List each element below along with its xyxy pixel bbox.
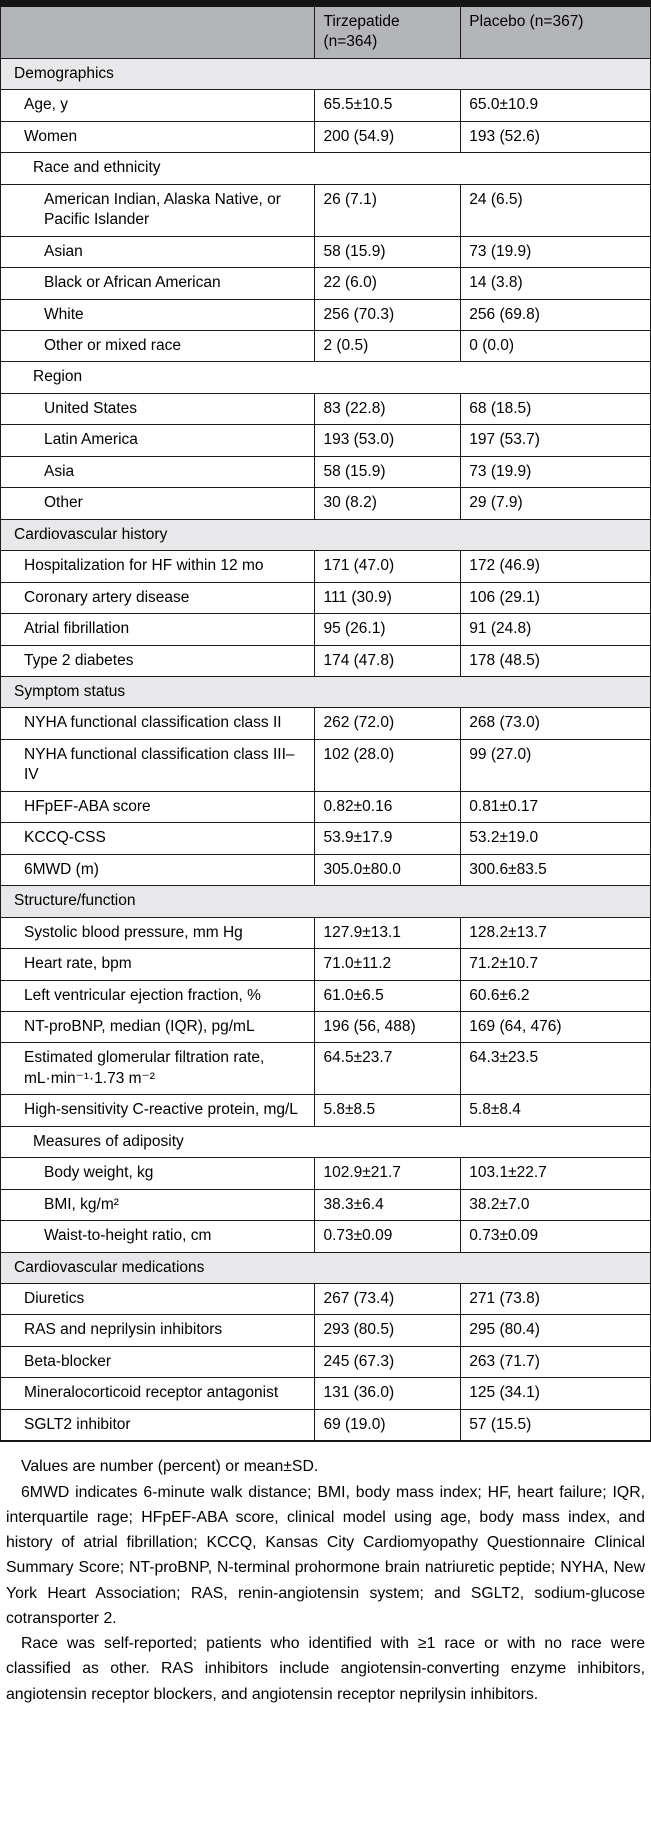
subsection-label: Region (1, 362, 651, 393)
placebo-value: 91 (24.8) (461, 614, 651, 645)
placebo-value: 60.6±6.2 (461, 980, 651, 1011)
row-label: 6MWD (m) (1, 854, 315, 885)
tirzepatide-value: 111 (30.9) (315, 582, 461, 613)
placebo-value: 197 (53.7) (461, 425, 651, 456)
table-row (1, 791, 651, 822)
section-label: Structure/function (1, 886, 651, 917)
tirzepatide-value: 38.3±6.4 (315, 1189, 461, 1220)
tirzepatide-value: 262 (72.0) (315, 708, 461, 739)
row-label: United States (1, 393, 315, 424)
placebo-value: 5.8±8.4 (461, 1095, 651, 1126)
table-row (1, 1011, 651, 1042)
table-row (1, 917, 651, 948)
subsection-row (1, 362, 651, 393)
row-label: American Indian, Alaska Native, or Pacific Islander (1, 184, 315, 236)
table-row (1, 980, 651, 1011)
placebo-value: 68 (18.5) (461, 393, 651, 424)
section-row (1, 1252, 651, 1283)
tirzepatide-value: 5.8±8.5 (315, 1095, 461, 1126)
tirzepatide-value: 102 (28.0) (315, 739, 461, 791)
table-row (1, 1284, 651, 1315)
row-label: NT-proBNP, median (IQR), pg/mL (1, 1011, 315, 1042)
table-row (1, 330, 651, 361)
section-row (1, 58, 651, 89)
table-row (1, 551, 651, 582)
section-row (1, 886, 651, 917)
tirzepatide-value: 174 (47.8) (315, 645, 461, 676)
placebo-value: 73 (19.9) (461, 236, 651, 267)
table-header (1, 4, 651, 59)
placebo-value: 268 (73.0) (461, 708, 651, 739)
tirzepatide-value: 61.0±6.5 (315, 980, 461, 1011)
placebo-value: 172 (46.9) (461, 551, 651, 582)
placebo-value: 65.0±10.9 (461, 90, 651, 121)
placebo-value: 57 (15.5) (461, 1409, 651, 1441)
footnote-paragraph: 6MWD indicates 6-minute walk distance; BMI, body mass index; HF, heart failure; IQR, interquartile rage; HFpEF-ABA score, clinical model using age, body mass index, and history of atrial fibrillation; KCCQ, Kansas City Cardiomyopathy Questionnaire Clinical Summary Score; NT-proBNP, N-terminal prohormone brain natriuretic peptide; NYHA, New York Heart Association; RAS, renin-angiotensin system; and SGLT2, sodium-glucose cotransporter 2. (6, 1483, 645, 1627)
table-row (1, 268, 651, 299)
subsection-label: Race and ethnicity (1, 153, 651, 184)
row-label: Black or African American (1, 268, 315, 299)
placebo-value: 125 (34.1) (461, 1378, 651, 1409)
placebo-value: 99 (27.0) (461, 739, 651, 791)
tirzepatide-value: 64.5±23.7 (315, 1043, 461, 1095)
table-row (1, 1315, 651, 1346)
tirzepatide-value: 293 (80.5) (315, 1315, 461, 1346)
tirzepatide-value: 95 (26.1) (315, 614, 461, 645)
placebo-value: 53.2±19.0 (461, 823, 651, 854)
row-label: Waist-to-height ratio, cm (1, 1221, 315, 1252)
table-row (1, 823, 651, 854)
table-row (1, 1043, 651, 1095)
placebo-value: 64.3±23.5 (461, 1043, 651, 1095)
row-label: NYHA functional classification class III–IV (1, 739, 315, 791)
placebo-value: 295 (80.4) (461, 1315, 651, 1346)
placebo-value: 106 (29.1) (461, 582, 651, 613)
row-label: RAS and neprilysin inhibitors (1, 1315, 315, 1346)
subsection-row (1, 153, 651, 184)
row-label: Other (1, 488, 315, 519)
tirzepatide-value: 305.0±80.0 (315, 854, 461, 885)
table-footnotes (0, 1442, 651, 1723)
table-row (1, 854, 651, 885)
section-row (1, 519, 651, 550)
table-row (1, 236, 651, 267)
section-label: Demographics (1, 58, 651, 89)
table-row (1, 456, 651, 487)
row-label: Age, y (1, 90, 315, 121)
section-label: Cardiovascular medications (1, 1252, 651, 1283)
section-row (1, 676, 651, 707)
table-row (1, 1221, 651, 1252)
tirzepatide-value: 65.5±10.5 (315, 90, 461, 121)
table-row (1, 949, 651, 980)
table-row (1, 582, 651, 613)
table-row (1, 1378, 651, 1409)
row-label: Systolic blood pressure, mm Hg (1, 917, 315, 948)
table-row (1, 1158, 651, 1189)
tirzepatide-value: 58 (15.9) (315, 456, 461, 487)
tirzepatide-value: 83 (22.8) (315, 393, 461, 424)
placebo-value: 0.81±0.17 (461, 791, 651, 822)
tirzepatide-value: 200 (54.9) (315, 121, 461, 152)
placebo-value: 169 (64, 476) (461, 1011, 651, 1042)
row-label: Asia (1, 456, 315, 487)
row-label: White (1, 299, 315, 330)
tirzepatide-value: 245 (67.3) (315, 1346, 461, 1377)
subsection-row (1, 1126, 651, 1157)
row-label: Body weight, kg (1, 1158, 315, 1189)
tirzepatide-value: 22 (6.0) (315, 268, 461, 299)
placebo-value: 29 (7.9) (461, 488, 651, 519)
table-row (1, 614, 651, 645)
row-label: Latin America (1, 425, 315, 456)
placebo-value: 71.2±10.7 (461, 949, 651, 980)
tirzepatide-value: 256 (70.3) (315, 299, 461, 330)
table-row (1, 1409, 651, 1441)
table-row (1, 184, 651, 236)
placebo-value: 256 (69.8) (461, 299, 651, 330)
table-row (1, 121, 651, 152)
table-row (1, 488, 651, 519)
placebo-value: 271 (73.8) (461, 1284, 651, 1315)
subsection-label: Measures of adiposity (1, 1126, 651, 1157)
row-label: Diuretics (1, 1284, 315, 1315)
table-row (1, 425, 651, 456)
row-label: Hospitalization for HF within 12 mo (1, 551, 315, 582)
row-label: Asian (1, 236, 315, 267)
tirzepatide-value: 0.73±0.09 (315, 1221, 461, 1252)
row-label: Mineralocorticoid receptor antagonist (1, 1378, 315, 1409)
table-row (1, 299, 651, 330)
row-label: Women (1, 121, 315, 152)
placebo-value: 0 (0.0) (461, 330, 651, 361)
header-cell-tirzepatide: Tirzepatide (n=364) (315, 4, 461, 59)
table-row (1, 739, 651, 791)
row-label: Other or mixed race (1, 330, 315, 361)
table-row (1, 1346, 651, 1377)
tirzepatide-value: 69 (19.0) (315, 1409, 461, 1441)
table-row (1, 1095, 651, 1126)
placebo-value: 193 (52.6) (461, 121, 651, 152)
header-cell-placebo: Placebo (n=367) (461, 4, 651, 59)
row-label: NYHA functional classification class II (1, 708, 315, 739)
tirzepatide-value: 193 (53.0) (315, 425, 461, 456)
tirzepatide-value: 0.82±0.16 (315, 791, 461, 822)
row-label: SGLT2 inhibitor (1, 1409, 315, 1441)
row-label: Atrial fibrillation (1, 614, 315, 645)
placebo-value: 103.1±22.7 (461, 1158, 651, 1189)
tirzepatide-value: 131 (36.0) (315, 1378, 461, 1409)
header-cell-empty (1, 4, 315, 59)
placebo-value: 14 (3.8) (461, 268, 651, 299)
table-row (1, 90, 651, 121)
row-label: BMI, kg/m² (1, 1189, 315, 1220)
row-label: HFpEF-ABA score (1, 791, 315, 822)
placebo-value: 24 (6.5) (461, 184, 651, 236)
placebo-value: 73 (19.9) (461, 456, 651, 487)
footnote-paragraph: Race was self-reported; patients who identified with ≥1 race or with no race were classified as other. RAS inhibitors include angiotensin-converting enzyme inhibitors, angiotensin receptor blockers, and angiotensin receptor neprilysin inhibitors. (6, 1635, 645, 1703)
tirzepatide-value: 102.9±21.7 (315, 1158, 461, 1189)
tirzepatide-value: 171 (47.0) (315, 551, 461, 582)
row-label: Left ventricular ejection fraction, % (1, 980, 315, 1011)
row-label: High-sensitivity C-reactive protein, mg/L (1, 1095, 315, 1126)
tirzepatide-value: 26 (7.1) (315, 184, 461, 236)
placebo-value: 300.6±83.5 (461, 854, 651, 885)
tirzepatide-value: 58 (15.9) (315, 236, 461, 267)
tirzepatide-value: 267 (73.4) (315, 1284, 461, 1315)
placebo-value: 263 (71.7) (461, 1346, 651, 1377)
placebo-value: 38.2±7.0 (461, 1189, 651, 1220)
table-row (1, 393, 651, 424)
table-row (1, 645, 651, 676)
row-label: KCCQ-CSS (1, 823, 315, 854)
placebo-value: 0.73±0.09 (461, 1221, 651, 1252)
footnote-paragraph: Values are number (percent) or mean±SD. (21, 1458, 319, 1476)
row-label: Estimated glomerular filtration rate, mL·min⁻¹·1.73 m⁻² (1, 1043, 315, 1095)
row-label: Type 2 diabetes (1, 645, 315, 676)
tirzepatide-value: 2 (0.5) (315, 330, 461, 361)
table-row (1, 1189, 651, 1220)
tirzepatide-value: 53.9±17.9 (315, 823, 461, 854)
section-label: Cardiovascular history (1, 519, 651, 550)
row-label: Heart rate, bpm (1, 949, 315, 980)
placebo-value: 178 (48.5) (461, 645, 651, 676)
table-row (1, 708, 651, 739)
placebo-value: 128.2±13.7 (461, 917, 651, 948)
table-body (1, 58, 651, 1441)
tirzepatide-value: 196 (56, 488) (315, 1011, 461, 1042)
tirzepatide-value: 71.0±11.2 (315, 949, 461, 980)
row-label: Beta-blocker (1, 1346, 315, 1377)
tirzepatide-value: 30 (8.2) (315, 488, 461, 519)
tirzepatide-value: 127.9±13.1 (315, 917, 461, 948)
row-label: Coronary artery disease (1, 582, 315, 613)
header-row (1, 4, 651, 59)
section-label: Symptom status (1, 676, 651, 707)
